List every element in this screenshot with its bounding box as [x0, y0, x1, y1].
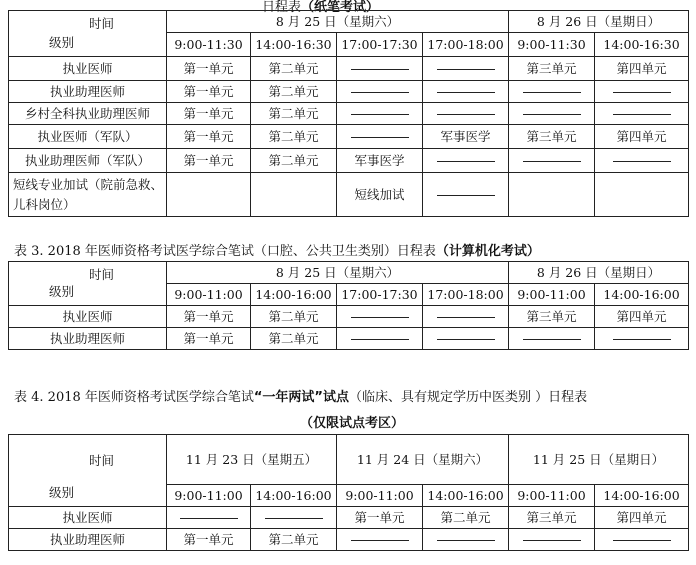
dash-line: [437, 317, 495, 318]
dash-line: [613, 114, 671, 115]
cell-empty: [423, 149, 509, 173]
dash-line: [613, 161, 671, 162]
cell: 第一单元: [167, 529, 251, 551]
table3-header-corner: [9, 262, 167, 306]
cell-empty: [337, 306, 423, 328]
cell: 第一单元: [167, 125, 251, 149]
table4-time-label: 时间: [89, 453, 115, 468]
cell-empty: [423, 306, 509, 328]
cell-blank: [251, 173, 337, 217]
cell: 第三单元: [509, 125, 595, 149]
dash-line: [437, 161, 495, 162]
cell: 第四单元: [595, 57, 689, 81]
cell: 第二单元: [251, 529, 337, 551]
table4-caption-note: （仅限试点考区）: [300, 416, 405, 431]
cell: 第四单元: [595, 125, 689, 149]
dash-line: [351, 92, 409, 93]
table4: [8, 434, 689, 551]
cell-empty: [337, 125, 423, 149]
cell-empty: [509, 529, 595, 551]
dash-line: [437, 114, 495, 115]
table3-slot: 9:00-11:00: [509, 284, 595, 306]
cell-empty: [337, 81, 423, 103]
table3-caption-text: 表 3. 2018 年医师资格考试医学综合笔试（口腔、公共卫生类别）日程表: [14, 244, 436, 259]
table4-slot: 9:00-11:00: [167, 485, 251, 507]
table4-caption-line2: [0, 412, 696, 431]
table-row: [9, 149, 689, 173]
dash-line: [523, 339, 581, 340]
dash-line: [523, 540, 581, 541]
cell: 第一单元: [167, 306, 251, 328]
table4-slot: 14:00-16:00: [595, 485, 689, 507]
dash-line: [613, 92, 671, 93]
table-row: [9, 173, 689, 217]
dash-line: [180, 518, 238, 519]
table4-caption-text-b: （临床、具有规定学历中医类别 ）日程表: [348, 390, 588, 405]
cell-empty: [423, 103, 509, 125]
cell: 第二单元: [251, 81, 337, 103]
cell-empty: [423, 529, 509, 551]
cell: 第三单元: [509, 507, 595, 529]
dash-line: [523, 161, 581, 162]
cell-empty: [423, 57, 509, 81]
table4-level-label: 级别: [49, 485, 75, 500]
dash-line: [351, 114, 409, 115]
cell-empty: [337, 328, 423, 350]
cell-empty: [337, 103, 423, 125]
table-row: [9, 507, 689, 529]
cell: 第二单元: [251, 306, 337, 328]
cell: 军事医学: [423, 125, 509, 149]
row-label: 执业医师: [9, 306, 167, 328]
cell: 第一单元: [167, 149, 251, 173]
table3: [8, 261, 689, 350]
table2-level-label: 级别: [49, 35, 75, 50]
table3-level-label: 级别: [49, 284, 75, 299]
cell-empty: [595, 328, 689, 350]
row-label: 乡村全科执业助理医师: [9, 103, 167, 125]
table4-header-corner: [9, 435, 167, 507]
cell: 第一单元: [167, 103, 251, 125]
cell-empty: [509, 328, 595, 350]
dash-line: [437, 69, 495, 70]
row-label: 执业助理医师: [9, 81, 167, 103]
table-row: [9, 328, 689, 350]
cell-empty: [595, 529, 689, 551]
table3-slot: 17:00-17:30: [337, 284, 423, 306]
table-row: [9, 57, 689, 81]
cell: 第二单元: [251, 328, 337, 350]
table2-slot: 17:00-18:00: [423, 33, 509, 57]
cell: 第一单元: [167, 328, 251, 350]
table3-caption: [0, 240, 696, 259]
table-row: [9, 103, 689, 125]
table2-slot: 9:00-11:30: [509, 33, 595, 57]
cell: 第三单元: [509, 57, 595, 81]
table3-slot: 14:00-16:00: [595, 284, 689, 306]
cell-empty: [423, 173, 509, 217]
table3-time-label: 时间: [89, 267, 115, 282]
table4-date-1: 11 月 23 日（星期五）: [167, 435, 337, 485]
dash-line: [437, 195, 495, 196]
dash-line: [351, 137, 409, 138]
row-label: 执业医师（军队）: [9, 125, 167, 149]
cell: 短线加试: [337, 173, 423, 217]
cell-empty: [423, 328, 509, 350]
table2-slot: 9:00-11:30: [167, 33, 251, 57]
cell-empty: [337, 529, 423, 551]
table4-date-3: 11 月 25 日（星期日）: [509, 435, 689, 485]
table4-caption-bold: “一年两试”试点: [253, 390, 349, 405]
cell-blank: [167, 173, 251, 217]
dash-line: [351, 317, 409, 318]
dash-line: [613, 540, 671, 541]
dash-line: [351, 540, 409, 541]
row-label: 执业医师: [9, 507, 167, 529]
cell: 第一单元: [167, 57, 251, 81]
cell-empty: [337, 57, 423, 81]
table3-slot: 14:00-16:00: [251, 284, 337, 306]
cell-empty: [595, 103, 689, 125]
table2-caption-bold: （纸笔考试）: [301, 0, 380, 15]
cell: 第二单元: [251, 125, 337, 149]
table2-slot: 17:00-17:30: [337, 33, 423, 57]
cell: 第一单元: [167, 81, 251, 103]
table4-slot: 14:00-16:00: [423, 485, 509, 507]
row-label: 执业助理医师: [9, 529, 167, 551]
dash-line: [351, 339, 409, 340]
table2-slot: 14:00-16:30: [595, 33, 689, 57]
cell-empty: [251, 507, 337, 529]
dash-line: [437, 92, 495, 93]
cell-empty: [423, 81, 509, 103]
table4-date-2: 11 月 24 日（星期六）: [337, 435, 509, 485]
cell: 第二单元: [251, 57, 337, 81]
dash-line: [351, 69, 409, 70]
row-label: 执业助理医师: [9, 328, 167, 350]
table2-date-2: 8 月 26 日（星期日）: [509, 11, 689, 33]
cell-empty: [595, 149, 689, 173]
table2-date-1: 8 月 25 日（星期六）: [167, 11, 509, 33]
row-label: 执业助理医师（军队）: [9, 149, 167, 173]
table3-caption-bold: （计算机化考试）: [435, 244, 540, 259]
table-row: [9, 529, 689, 551]
dash-line: [437, 540, 495, 541]
dash-line: [437, 339, 495, 340]
table4-slot: 9:00-11:00: [337, 485, 423, 507]
table-row: [9, 81, 689, 103]
cell: 第一单元: [337, 507, 423, 529]
table3-slot: 17:00-18:00: [423, 284, 509, 306]
table3-date-2: 8 月 26 日（星期日）: [509, 262, 689, 284]
cell-empty: [509, 81, 595, 103]
cell: 第四单元: [595, 306, 689, 328]
table4-caption-text-a: 表 4. 2018 年医师资格考试医学综合笔试: [14, 390, 254, 405]
cell: 第三单元: [509, 306, 595, 328]
table3-slot: 9:00-11:00: [167, 284, 251, 306]
cell: 第二单元: [251, 149, 337, 173]
table2-caption-text: 日程表: [262, 0, 302, 15]
dash-line: [523, 92, 581, 93]
row-label: 短线专业加试（院前急救、儿科岗位）: [9, 173, 167, 217]
dash-line: [523, 114, 581, 115]
cell: 第二单元: [251, 103, 337, 125]
dash-line: [265, 518, 323, 519]
cell: 第四单元: [595, 507, 689, 529]
table2-slot: 14:00-16:30: [251, 33, 337, 57]
cell-empty: [595, 81, 689, 103]
cell-empty: [167, 507, 251, 529]
table4-slot: 14:00-16:00: [251, 485, 337, 507]
dash-line: [613, 339, 671, 340]
row-label: 执业医师: [9, 57, 167, 81]
table4-caption: [0, 386, 696, 405]
cell: 军事医学: [337, 149, 423, 173]
table2-header-corner: [9, 11, 167, 57]
table4-slot: 9:00-11:00: [509, 485, 595, 507]
table-row: [9, 306, 689, 328]
table2: [8, 10, 689, 217]
cell-empty: [509, 103, 595, 125]
cell: 第二单元: [423, 507, 509, 529]
cell-blank: [595, 173, 689, 217]
table2-time-label: 时间: [89, 16, 115, 31]
cell-empty: [509, 149, 595, 173]
table-row: [9, 125, 689, 149]
cell-blank: [509, 173, 595, 217]
table3-date-1: 8 月 25 日（星期六）: [167, 262, 509, 284]
